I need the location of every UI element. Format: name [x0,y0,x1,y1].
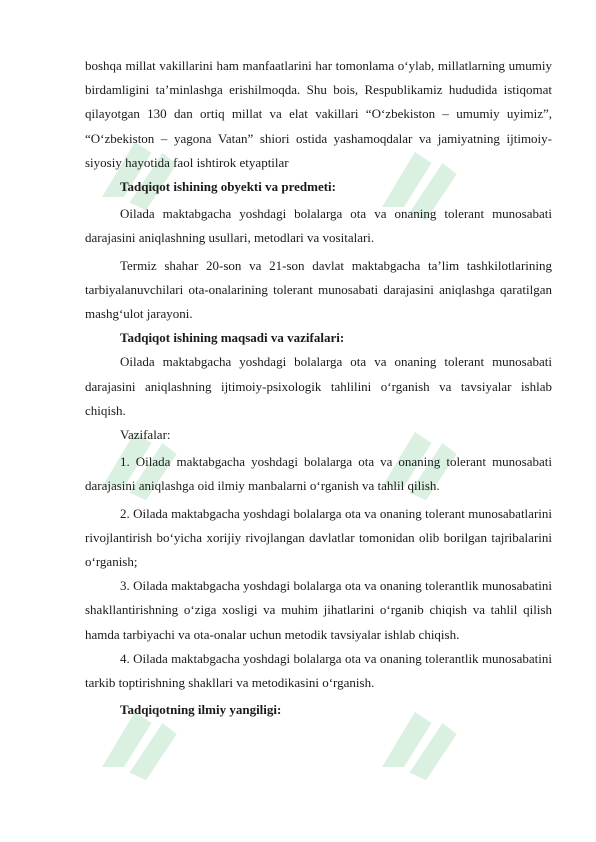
heading-goal-tasks: Tadqiqot ishining maqsadi va vazifalari: [120,330,345,346]
task-item-2: 2. Oilada maktabgacha yoshdagi bolalarga ota va onaning tolerant munosabatlarini rivojlantirish bo‘yicha xorijiy rivojlangan davlatlar tomonidan olib borilgan tajribalarini o‘rganish; [85,505,552,570]
paragraph-subject: Termiz shahar 20-son va 21-son davlat maktabgacha ta’lim tashkilotlarining tarbiyalanuvchilari ota-onalarining tolerant munosabati darajasini aniqlashga qaratilgan mashg‘ulot jarayoni. [85,257,552,322]
paragraph-object: Oilada maktabgacha yoshdagi bolalarga ota va onaning tolerant munosabati darajasini aniqlashning usullari, metodlari va vositalari. [85,206,552,246]
task-item-4: 4. Oilada maktabgacha yoshdagi bolalarga ota va onaning tolerantlik munosabatini tarkib toptirishning shakllari va metodikasini o‘rganish. [85,650,552,691]
tasks-label: Vazifalar: [120,427,171,443]
paragraph-intro: boshqa millat vakillarini ham manfaatlarini har tomonlama o‘ylab, millatlarning umumiy birdamligini ta’minlashga erishilmoqda. Shu bois, Respublikamiz hududida istiqomat qilayotgan 130 dan ortiq millat va elat vakillari “O‘zbekiston – umumiy uyimiz”, “O‘zbekiston – yagona Vatan” shiori ostida yashamoqdalar va jamiyatning ijtimoiy-siyosiy hayotida faol ishtirok etyaptilar [85,58,552,170]
document-body [85,54,552,722]
task-item-1: 1. Oilada maktabgacha yoshdagi bolalarga ota va onaning tolerant munosabati darajasini aniqlashga oid ilmiy manbalarni o‘rganish va tahlil qilish. [85,454,552,494]
paragraph-goal: Oilada maktabgacha yoshdagi bolalarga ota va onaning tolerant munosabati darajasini aniqlashning ijtimoiy-psixologik tahlilini o‘rganish va tavsiyalar ishlab chiqish. [85,354,552,418]
heading-novelty: Tadqiqotning ilmiy yangiligi: [120,702,282,718]
heading-object-subject: Tadqiqot ishining obyekti va predmeti: [120,179,336,195]
task-item-3: 3. Oilada maktabgacha yoshdagi bolalarga ota va onaning tolerantlik munosabatini shakllantirishning o‘ziga xosligi va muhim jihatlarini o‘rganib chiqish va tahlil qilish hamda tarbiyachi va ota-onalar uchun metodik tavsiyalar ishlab chiqish. [85,578,552,642]
